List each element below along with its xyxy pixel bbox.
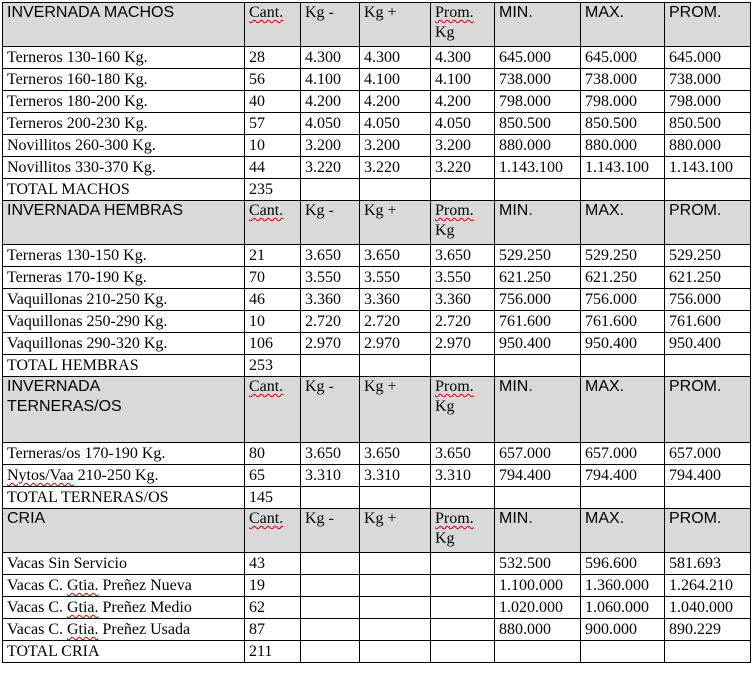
col-header-cant bbox=[245, 3, 301, 47]
col-header-kg-line: Kg bbox=[435, 24, 455, 41]
row-value bbox=[301, 619, 360, 641]
row-value: 645.000 bbox=[665, 47, 751, 69]
spellcheck-word: Nytos/Vaa bbox=[7, 467, 74, 484]
table-row bbox=[3, 575, 751, 597]
row-value: 4.200 bbox=[360, 91, 431, 113]
row-label: Vaquillonas 250-290 Kg. bbox=[3, 311, 245, 333]
row-value: 1.143.100 bbox=[581, 157, 665, 179]
table-row bbox=[3, 113, 751, 135]
empty-cell bbox=[301, 641, 360, 663]
row-value: 645.000 bbox=[581, 47, 665, 69]
total-value: 253 bbox=[245, 355, 301, 377]
total-label: TOTAL TERNERAS/OS bbox=[3, 487, 245, 509]
row-value: 1.264.210 bbox=[665, 575, 751, 597]
row-value: 1.143.100 bbox=[665, 157, 751, 179]
row-value bbox=[360, 619, 431, 641]
table-row bbox=[3, 91, 751, 113]
col-header-prom-kg bbox=[431, 201, 495, 245]
row-value: 4.300 bbox=[360, 47, 431, 69]
col-header-kg-max: Kg + bbox=[360, 509, 431, 553]
row-label: Vaquillonas 290-320 Kg. bbox=[3, 333, 245, 355]
total-label: TOTAL MACHOS bbox=[3, 179, 245, 201]
col-header-kg-min: Kg - bbox=[301, 509, 360, 553]
row-value: 581.693 bbox=[665, 553, 751, 575]
table-row bbox=[3, 69, 751, 91]
col-header-kg-max: Kg + bbox=[360, 3, 431, 47]
row-label-text: Vacas C. Gtia. Preñez Usada bbox=[7, 621, 191, 638]
livestock-price-table bbox=[2, 2, 751, 663]
row-value: 621.250 bbox=[495, 267, 581, 289]
row-value: 850.500 bbox=[581, 113, 665, 135]
total-row bbox=[3, 355, 751, 377]
total-row bbox=[3, 487, 751, 509]
row-value: 4.100 bbox=[431, 69, 495, 91]
row-label-text: Vacas C. Gtia. Preñez Nueva bbox=[7, 577, 192, 594]
row-value: 880.000 bbox=[665, 135, 751, 157]
spellcheck-word: Gtia. bbox=[66, 577, 99, 594]
row-value: 3.310 bbox=[301, 465, 360, 487]
section-title bbox=[3, 201, 245, 245]
row-value: 1.360.000 bbox=[581, 575, 665, 597]
row-value: 3.550 bbox=[431, 267, 495, 289]
spellcheck-word: Gtia. bbox=[66, 599, 99, 616]
col-header-prom-line bbox=[435, 377, 494, 397]
col-header-max: MAX. bbox=[581, 377, 665, 443]
row-value: 3.200 bbox=[360, 135, 431, 157]
col-header-prom: PROM. bbox=[665, 509, 751, 553]
col-header-cant-label: Cant. bbox=[249, 378, 284, 395]
row-value: 880.000 bbox=[581, 135, 665, 157]
row-value: 19 bbox=[245, 575, 301, 597]
empty-cell bbox=[301, 355, 360, 377]
row-value bbox=[360, 553, 431, 575]
col-header-prom-line bbox=[435, 201, 494, 221]
row-value: 80 bbox=[245, 443, 301, 465]
row-value: 794.400 bbox=[581, 465, 665, 487]
col-header-prom-label: Prom. bbox=[435, 510, 474, 527]
row-value: 950.400 bbox=[581, 333, 665, 355]
section-title bbox=[3, 509, 245, 553]
table-row bbox=[3, 267, 751, 289]
col-header-prom-line bbox=[435, 3, 494, 23]
row-label: Terneros 180-200 Kg. bbox=[3, 91, 245, 113]
col-header-max: MAX. bbox=[581, 509, 665, 553]
row-value: 645.000 bbox=[495, 47, 581, 69]
row-value: 57 bbox=[245, 113, 301, 135]
spellcheck-word: Gtia. bbox=[66, 621, 99, 638]
row-value: 3.650 bbox=[360, 443, 431, 465]
row-value: 3.220 bbox=[431, 157, 495, 179]
table-row bbox=[3, 47, 751, 69]
row-value bbox=[301, 553, 360, 575]
row-value: 850.500 bbox=[665, 113, 751, 135]
row-value: 2.970 bbox=[431, 333, 495, 355]
empty-cell bbox=[301, 487, 360, 509]
section-title-line: INVERNADA bbox=[7, 378, 101, 395]
col-header-min: MIN. bbox=[495, 377, 581, 443]
row-label: Terneros 200-230 Kg. bbox=[3, 113, 245, 135]
empty-cell bbox=[665, 487, 751, 509]
row-value: 794.400 bbox=[665, 465, 751, 487]
col-header-cant-label: Cant. bbox=[249, 510, 284, 527]
col-header-cant bbox=[245, 509, 301, 553]
row-value: 4.200 bbox=[301, 91, 360, 113]
row-value: 70 bbox=[245, 267, 301, 289]
row-value: 40 bbox=[245, 91, 301, 113]
table-row bbox=[3, 553, 751, 575]
row-value: 2.720 bbox=[360, 311, 431, 333]
section-title-line: INVERNADA MACHOS bbox=[7, 4, 175, 21]
row-value: 3.550 bbox=[360, 267, 431, 289]
empty-cell bbox=[581, 355, 665, 377]
row-label: Terneras 130-150 Kg. bbox=[3, 245, 245, 267]
row-value: 761.600 bbox=[495, 311, 581, 333]
col-header-kg-min: Kg - bbox=[301, 377, 360, 443]
empty-cell bbox=[495, 179, 581, 201]
col-header-kg-min: Kg - bbox=[301, 201, 360, 245]
total-row bbox=[3, 641, 751, 663]
row-value: 950.400 bbox=[495, 333, 581, 355]
row-value bbox=[431, 597, 495, 619]
total-value: 145 bbox=[245, 487, 301, 509]
row-value: 798.000 bbox=[581, 91, 665, 113]
col-header-cant-label: Cant. bbox=[249, 4, 284, 21]
empty-cell bbox=[301, 179, 360, 201]
col-header-prom-kg bbox=[431, 3, 495, 47]
row-value: 3.220 bbox=[301, 157, 360, 179]
empty-cell bbox=[581, 179, 665, 201]
row-value: 44 bbox=[245, 157, 301, 179]
col-header-kg-max: Kg + bbox=[360, 377, 431, 443]
row-value bbox=[431, 575, 495, 597]
row-label: Terneras 170-190 Kg. bbox=[3, 267, 245, 289]
row-value: 3.360 bbox=[360, 289, 431, 311]
row-value: 738.000 bbox=[495, 69, 581, 91]
col-header-kg-line: Kg bbox=[435, 530, 455, 547]
empty-cell bbox=[360, 355, 431, 377]
row-value bbox=[301, 575, 360, 597]
row-value: 761.600 bbox=[581, 311, 665, 333]
row-value: 3.650 bbox=[301, 245, 360, 267]
row-value: 3.220 bbox=[360, 157, 431, 179]
row-value: 950.400 bbox=[665, 333, 751, 355]
row-value: 4.200 bbox=[431, 91, 495, 113]
col-header-kg-line: Kg bbox=[435, 222, 455, 239]
row-value: 1.143.100 bbox=[495, 157, 581, 179]
empty-cell bbox=[495, 355, 581, 377]
row-value: 621.250 bbox=[581, 267, 665, 289]
row-value: 2.720 bbox=[431, 311, 495, 333]
row-value: 4.300 bbox=[431, 47, 495, 69]
total-value: 235 bbox=[245, 179, 301, 201]
section-header-row bbox=[3, 377, 751, 443]
row-value bbox=[301, 597, 360, 619]
row-value: 3.650 bbox=[360, 245, 431, 267]
row-value: 4.100 bbox=[301, 69, 360, 91]
row-label: Terneros 160-180 Kg. bbox=[3, 69, 245, 91]
row-value: 4.050 bbox=[301, 113, 360, 135]
total-label: TOTAL CRIA bbox=[3, 641, 245, 663]
row-value: 2.720 bbox=[301, 311, 360, 333]
table-row bbox=[3, 135, 751, 157]
row-label: Vaquillonas 210-250 Kg. bbox=[3, 289, 245, 311]
row-value bbox=[360, 597, 431, 619]
row-value bbox=[431, 553, 495, 575]
empty-cell bbox=[665, 641, 751, 663]
row-value: 756.000 bbox=[581, 289, 665, 311]
row-value: 10 bbox=[245, 135, 301, 157]
empty-cell bbox=[495, 487, 581, 509]
row-value: 761.600 bbox=[665, 311, 751, 333]
empty-cell bbox=[665, 179, 751, 201]
row-value: 3.200 bbox=[301, 135, 360, 157]
empty-cell bbox=[431, 487, 495, 509]
row-value: 3.360 bbox=[301, 289, 360, 311]
row-value: 4.100 bbox=[360, 69, 431, 91]
row-label-text: Nytos/Vaa 210-250 Kg. bbox=[7, 467, 159, 484]
row-value: 1.060.000 bbox=[581, 597, 665, 619]
row-value: 756.000 bbox=[665, 289, 751, 311]
row-value: 529.250 bbox=[581, 245, 665, 267]
table-row bbox=[3, 311, 751, 333]
row-label-text: Vacas C. Gtia. Preñez Medio bbox=[7, 599, 192, 616]
section-title-line: INVERNADA HEMBRAS bbox=[7, 202, 184, 219]
empty-cell bbox=[431, 641, 495, 663]
col-header-kg-min: Kg - bbox=[301, 3, 360, 47]
table-row bbox=[3, 333, 751, 355]
empty-cell bbox=[360, 487, 431, 509]
row-value: 529.250 bbox=[495, 245, 581, 267]
section-title bbox=[3, 3, 245, 47]
row-label bbox=[3, 619, 245, 641]
empty-cell bbox=[360, 641, 431, 663]
table-row bbox=[3, 465, 751, 487]
row-label: Novillitos 330-370 Kg. bbox=[3, 157, 245, 179]
section-title bbox=[3, 377, 245, 443]
row-label: Novillitos 260-300 Kg. bbox=[3, 135, 245, 157]
empty-cell bbox=[431, 179, 495, 201]
col-header-prom: PROM. bbox=[665, 377, 751, 443]
table-row bbox=[3, 157, 751, 179]
row-value bbox=[431, 619, 495, 641]
col-header-prom: PROM. bbox=[665, 201, 751, 245]
col-header-min: MIN. bbox=[495, 509, 581, 553]
col-header-prom-label: Prom. bbox=[435, 378, 474, 395]
row-value: 1.020.000 bbox=[495, 597, 581, 619]
row-label: Terneros 130-160 Kg. bbox=[3, 47, 245, 69]
col-header-prom-kg bbox=[431, 509, 495, 553]
row-value: 56 bbox=[245, 69, 301, 91]
empty-cell bbox=[581, 641, 665, 663]
row-value bbox=[360, 575, 431, 597]
col-header-kg-line: Kg bbox=[435, 398, 455, 415]
row-value: 738.000 bbox=[665, 69, 751, 91]
row-value: 3.310 bbox=[360, 465, 431, 487]
row-value: 2.970 bbox=[301, 333, 360, 355]
col-header-cant bbox=[245, 377, 301, 443]
total-label: TOTAL HEMBRAS bbox=[3, 355, 245, 377]
col-header-min: MIN. bbox=[495, 201, 581, 245]
row-value: 43 bbox=[245, 553, 301, 575]
section-header-row bbox=[3, 3, 751, 47]
section-header-row bbox=[3, 509, 751, 553]
row-value: 3.650 bbox=[431, 245, 495, 267]
row-value: 3.310 bbox=[431, 465, 495, 487]
col-header-min: MIN. bbox=[495, 3, 581, 47]
row-value: 106 bbox=[245, 333, 301, 355]
col-header-max: MAX. bbox=[581, 3, 665, 47]
row-value: 87 bbox=[245, 619, 301, 641]
row-value: 880.000 bbox=[495, 135, 581, 157]
row-value: 657.000 bbox=[665, 443, 751, 465]
empty-cell bbox=[665, 355, 751, 377]
col-header-cant bbox=[245, 201, 301, 245]
row-value: 62 bbox=[245, 597, 301, 619]
total-row bbox=[3, 179, 751, 201]
row-value: 532.500 bbox=[495, 553, 581, 575]
row-value: 890.229 bbox=[665, 619, 751, 641]
row-value: 3.650 bbox=[301, 443, 360, 465]
row-value: 2.970 bbox=[360, 333, 431, 355]
row-label: Terneras/os 170-190 Kg. bbox=[3, 443, 245, 465]
col-header-cant-label: Cant. bbox=[249, 202, 284, 219]
row-value: 794.400 bbox=[495, 465, 581, 487]
row-value: 850.500 bbox=[495, 113, 581, 135]
empty-cell bbox=[581, 487, 665, 509]
row-value: 657.000 bbox=[495, 443, 581, 465]
row-value: 657.000 bbox=[581, 443, 665, 465]
col-header-kg-max: Kg + bbox=[360, 201, 431, 245]
row-value: 21 bbox=[245, 245, 301, 267]
row-value: 3.650 bbox=[431, 443, 495, 465]
row-value: 3.200 bbox=[431, 135, 495, 157]
row-value: 4.050 bbox=[431, 113, 495, 135]
table-row bbox=[3, 289, 751, 311]
section-title-line: TERNERAS/OS bbox=[7, 398, 122, 415]
row-label bbox=[3, 575, 245, 597]
table-row bbox=[3, 597, 751, 619]
col-header-max: MAX. bbox=[581, 201, 665, 245]
row-value: 65 bbox=[245, 465, 301, 487]
table-row bbox=[3, 443, 751, 465]
row-value: 798.000 bbox=[495, 91, 581, 113]
col-header-prom-line bbox=[435, 509, 494, 529]
row-value: 10 bbox=[245, 311, 301, 333]
row-value: 529.250 bbox=[665, 245, 751, 267]
col-header-prom: PROM. bbox=[665, 3, 751, 47]
row-value: 880.000 bbox=[495, 619, 581, 641]
row-value: 3.550 bbox=[301, 267, 360, 289]
row-value: 4.300 bbox=[301, 47, 360, 69]
table-row bbox=[3, 245, 751, 267]
col-header-prom-label: Prom. bbox=[435, 4, 474, 21]
total-value: 211 bbox=[245, 641, 301, 663]
row-value: 596.600 bbox=[581, 553, 665, 575]
row-value: 3.360 bbox=[431, 289, 495, 311]
col-header-prom-label: Prom. bbox=[435, 202, 474, 219]
row-value: 4.050 bbox=[360, 113, 431, 135]
row-value: 756.000 bbox=[495, 289, 581, 311]
row-value: 900.000 bbox=[581, 619, 665, 641]
empty-cell bbox=[495, 641, 581, 663]
section-header-row bbox=[3, 201, 751, 245]
section-title-line: CRIA bbox=[7, 510, 46, 527]
row-value: 1.040.000 bbox=[665, 597, 751, 619]
empty-cell bbox=[431, 355, 495, 377]
row-label bbox=[3, 465, 245, 487]
row-label: Vacas Sin Servicio bbox=[3, 553, 245, 575]
empty-cell bbox=[360, 179, 431, 201]
row-value: 738.000 bbox=[581, 69, 665, 91]
table-row bbox=[3, 619, 751, 641]
row-value: 798.000 bbox=[665, 91, 751, 113]
col-header-prom-kg bbox=[431, 377, 495, 443]
row-value: 28 bbox=[245, 47, 301, 69]
row-value: 621.250 bbox=[665, 267, 751, 289]
row-value: 1.100.000 bbox=[495, 575, 581, 597]
row-label bbox=[3, 597, 245, 619]
row-value: 46 bbox=[245, 289, 301, 311]
